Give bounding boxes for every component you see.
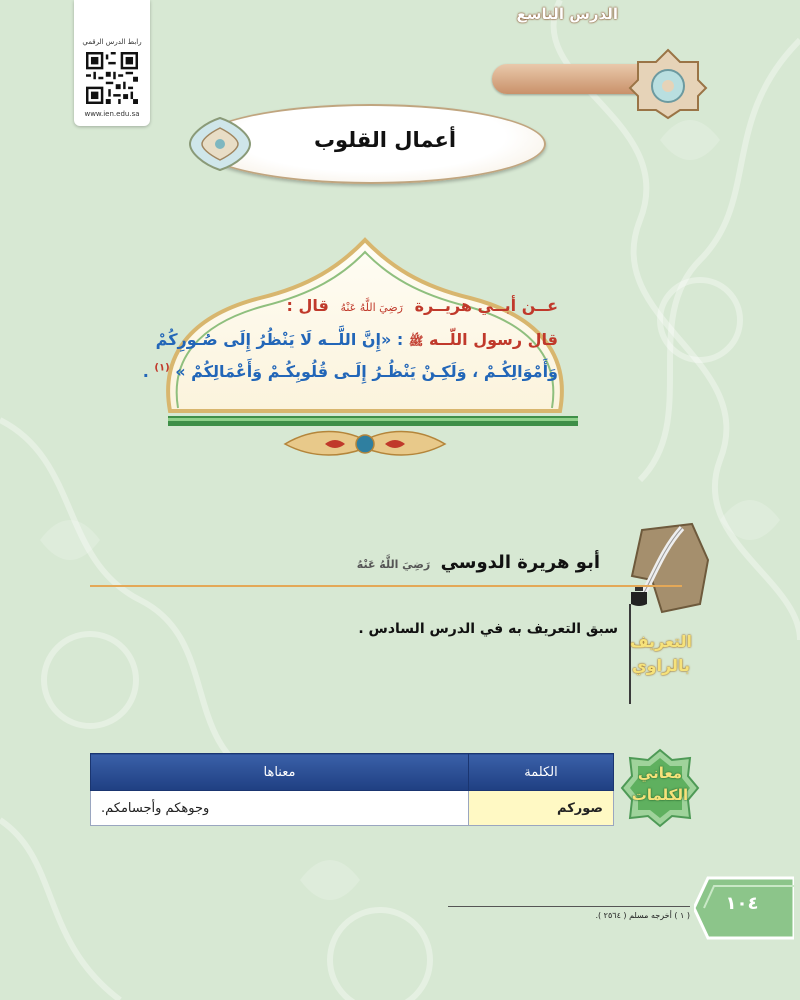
vocabulary-header-word: الكلمة xyxy=(469,754,614,791)
narrator-divider xyxy=(90,585,682,587)
narrator-side-label-line-2: بالراوي xyxy=(631,656,691,675)
lesson-badge xyxy=(492,64,642,94)
narrator-description: سبق التعريف به في الدرس السادس . xyxy=(358,621,618,637)
hadith-narrator: عــن أبــي هريــرة xyxy=(414,296,558,315)
narrator-side-label-line-1: التعريف xyxy=(629,632,693,651)
hadith-text-line-1: : «إِنَّ اللَّــه لَا يَنْظُرُ إِلَى صُـورِكُمْ xyxy=(155,330,404,349)
vocabulary-badge-label xyxy=(620,762,700,806)
hadith-text-block xyxy=(142,296,558,406)
hadith-line-1 xyxy=(155,330,558,351)
footnote: ( ١ ) أخرجه مسلم ( ٢٥٦٤ ). xyxy=(595,911,690,920)
hadith-end: . xyxy=(142,362,149,381)
narrator-name: أبو هريرة الدوسي xyxy=(440,552,600,573)
ink-bottle-icon xyxy=(628,586,650,606)
table-row xyxy=(91,791,614,826)
vocabulary-badge-line-1: معاني xyxy=(637,764,683,782)
qr-url: www.ien.edu.sa xyxy=(84,110,140,118)
narrator-honor: رَضِيَ اللَّهُ عَنْهُ xyxy=(356,558,431,571)
vocabulary-header-meaning: معناها xyxy=(91,754,469,791)
vocabulary-word: صوركم xyxy=(469,791,614,826)
narrator-side-label xyxy=(626,630,696,678)
qr-code-panel[interactable] xyxy=(74,0,150,126)
vocabulary-table xyxy=(90,753,614,826)
vocabulary-meaning: وجوهكم وأجسامكم. xyxy=(91,791,469,826)
hadith-text-line-2: وَأَمْوَالِكُـمْ ، وَلَكِـنْ يَنْظُـرُ إِلَـى قُلُوبِكُـمْ وَأَعْمَالِكُمْ » xyxy=(175,362,558,381)
hadith-prophet-said: قال رسول اللّــه xyxy=(428,330,558,349)
hadith-line-2 xyxy=(142,362,558,381)
hadith-narrator-honor: رَضِيَ اللَّهُ عَنْهُ xyxy=(340,301,403,314)
footnote-divider xyxy=(448,906,690,907)
lesson-title: أعمال القلوب xyxy=(313,128,457,152)
lesson-badge-label: الدرس التاسع xyxy=(516,5,618,23)
parchment-feather-icon xyxy=(612,520,712,620)
vocabulary-badge-line-2: الكلمات xyxy=(631,786,689,804)
qr-caption: رابط الدرس الرقمي xyxy=(82,38,142,46)
page-number: ١٠٤ xyxy=(725,893,759,914)
hadith-said: قال : xyxy=(286,296,329,315)
narrator-name-heading xyxy=(357,552,600,573)
hadith-narrator-line xyxy=(186,296,558,315)
lesson-ornament-icon xyxy=(628,48,708,120)
hadith-footnote-ref: (١) xyxy=(154,362,170,374)
qr-code-icon[interactable] xyxy=(86,52,138,104)
hadith-pbuh: ﷺ xyxy=(408,334,424,348)
vocabulary-table-header xyxy=(91,754,614,791)
